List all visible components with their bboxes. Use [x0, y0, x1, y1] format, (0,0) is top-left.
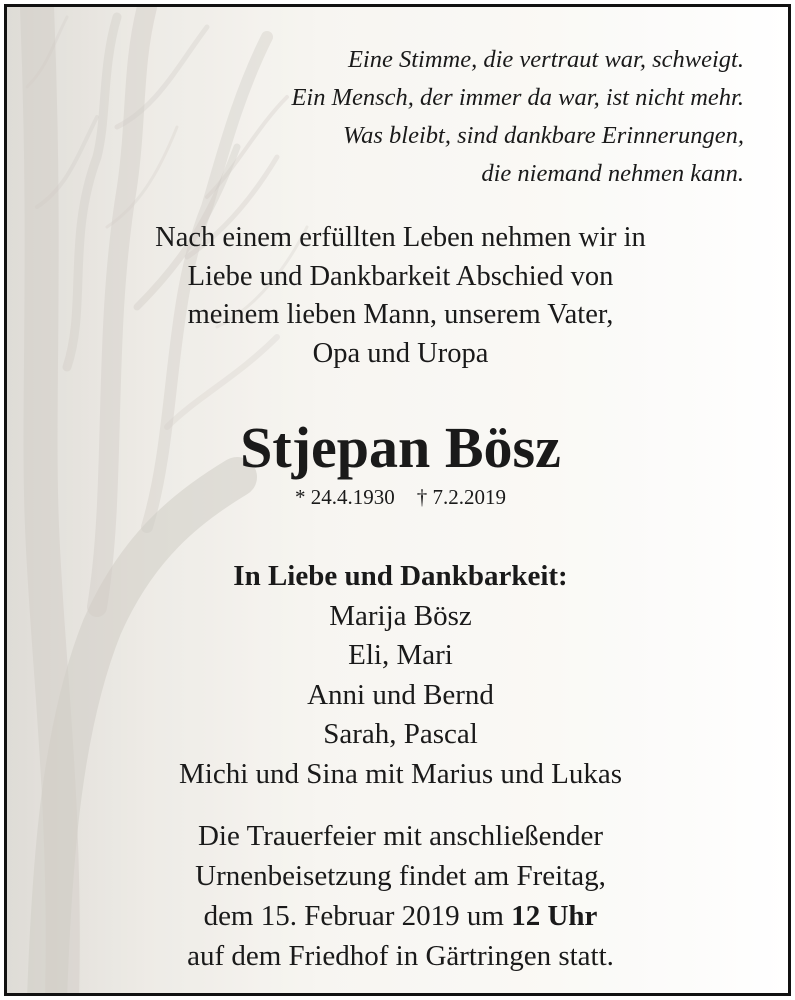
intro-text — [7, 219, 791, 373]
family-member: Sarah, Pascal — [323, 718, 478, 750]
family-member: Michi und Sina mit Marius und Lukas — [178, 757, 623, 790]
death-date: † 7.2.2019 — [416, 485, 506, 509]
family-list — [7, 557, 791, 794]
intro-line: Opa und Uropa — [312, 337, 489, 369]
family-member: Marija Bösz — [329, 599, 472, 632]
poem-line: Eine Stimme, die vertraut war, schweigt. — [347, 46, 744, 73]
life-dates — [7, 483, 791, 511]
deceased-name: Stjepan Bösz — [240, 415, 561, 480]
poem-line: Ein Mensch, der immer da war, ist nicht mehr. — [291, 84, 744, 111]
service-time: 12 Uhr — [511, 900, 598, 932]
family-heading: In Liebe und Dankbarkeit: — [233, 560, 568, 592]
intro-line: Liebe und Dankbarkeit Abschied von — [187, 260, 614, 292]
family-member: Eli, Mari — [348, 639, 453, 671]
poem-line: die niemand nehmen kann. — [481, 160, 744, 187]
service-date: dem 15. Februar 2019 um — [203, 900, 512, 932]
obituary-content — [7, 7, 791, 996]
service-line: Urnenbeisetzung findet am Freitag, — [195, 860, 606, 892]
service-line: auf dem Friedhof in Gärtringen statt. — [187, 940, 614, 972]
birth-date: * 24.4.1930 — [295, 485, 395, 509]
intro-line: Nach einem erfüllten Leben nehmen wir in — [155, 222, 646, 253]
service-notice — [7, 816, 791, 976]
intro-line: meinem lieben Mann, unserem Vater, — [187, 299, 614, 330]
poem — [104, 41, 744, 193]
obituary-frame — [4, 4, 791, 996]
service-line: Die Trauerfeier mit anschließender — [197, 820, 604, 852]
poem-line: Was bleibt, sind dankbare Erinnerungen, — [342, 122, 744, 149]
service-line-datetime — [7, 896, 791, 936]
family-member: Anni und Bernd — [307, 678, 494, 711]
